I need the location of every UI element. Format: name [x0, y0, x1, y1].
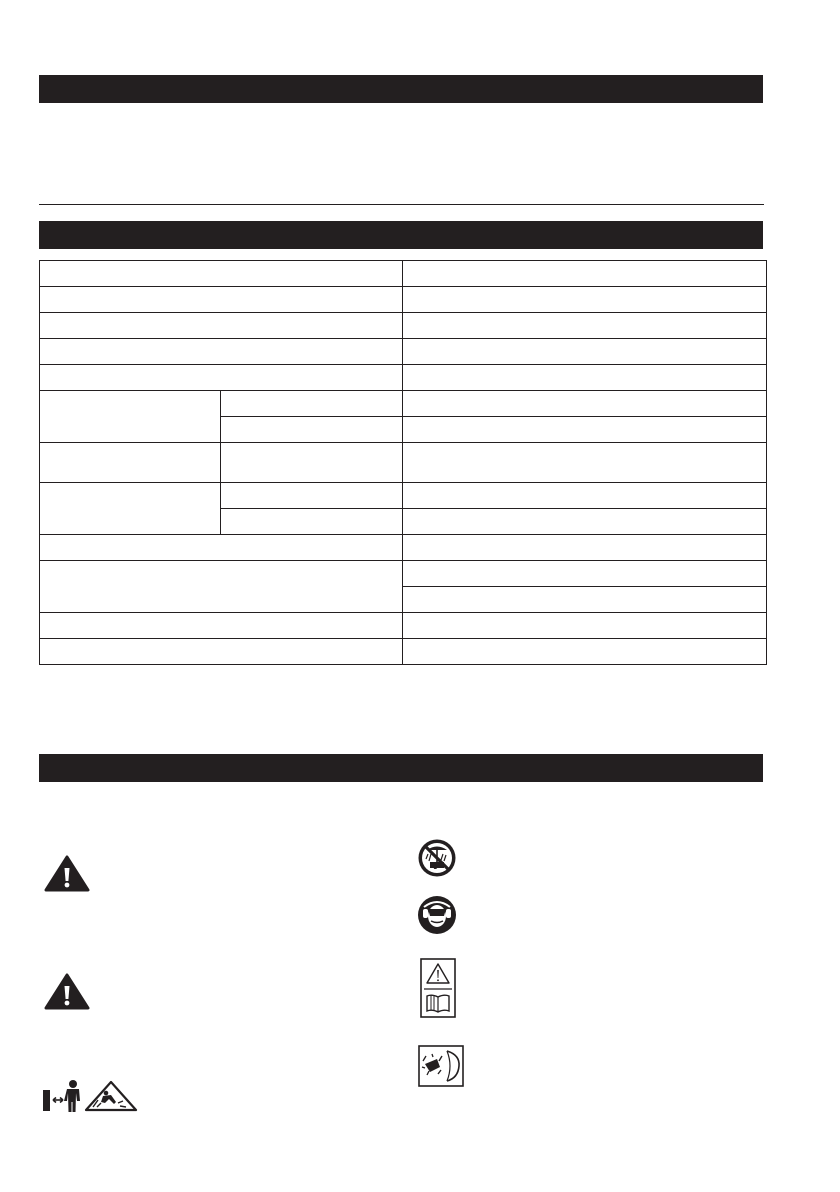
spec-value: [403, 391, 767, 417]
specifications-table: [39, 260, 767, 665]
spec-value: [403, 261, 767, 287]
spec-value: [403, 587, 767, 613]
spec-value: [403, 483, 767, 509]
spec-label: [40, 313, 403, 339]
spec-sub-label: [221, 391, 403, 417]
spec-label: [40, 613, 403, 639]
warning-triangle-icon: [44, 973, 90, 1010]
spec-sub-label: [221, 443, 403, 483]
spec-label: [40, 639, 403, 665]
spec-sub-label: [221, 509, 403, 535]
spec-value: [403, 639, 767, 665]
spec-label: [40, 287, 403, 313]
table-row: [40, 443, 767, 483]
rotating-blade-hazard-icon: [418, 1045, 464, 1087]
table-row: [40, 339, 767, 365]
table-row: [40, 613, 767, 639]
spec-label: [40, 339, 403, 365]
spec-sub-label: [221, 417, 403, 443]
section-header-3: [39, 754, 763, 782]
table-row: [40, 287, 767, 313]
spec-value: [403, 313, 767, 339]
spec-sub-label: [221, 483, 403, 509]
section-header-2: [39, 221, 763, 249]
spec-value: [403, 561, 767, 587]
table-row: [40, 313, 767, 339]
section-divider: [39, 204, 764, 205]
table-row: [40, 391, 767, 417]
spec-label: [40, 261, 403, 287]
spec-label: [40, 365, 403, 391]
read-manual-icon: [420, 958, 456, 1018]
spec-value: [403, 535, 767, 561]
spec-group-label: [40, 483, 221, 535]
table-row: [40, 639, 767, 665]
spec-value: [403, 417, 767, 443]
spec-label: [40, 535, 403, 561]
spec-value: [403, 613, 767, 639]
spec-value: [403, 365, 767, 391]
keep-bystanders-away-icon: [40, 1078, 140, 1114]
wear-eye-ear-protection-icon: [417, 895, 457, 935]
table-row: [40, 261, 767, 287]
table-row: [40, 365, 767, 391]
spec-value: [403, 339, 767, 365]
spec-value: [403, 509, 767, 535]
spec-group-label: [40, 443, 221, 483]
spec-value: [403, 287, 767, 313]
table-row: [40, 483, 767, 509]
spec-value: [403, 443, 767, 483]
spec-label: [40, 561, 403, 613]
table-row: [40, 535, 767, 561]
spec-group-label: [40, 391, 221, 443]
section-header-1: [39, 75, 763, 103]
table-row: [40, 561, 767, 587]
no-rain-icon: [417, 838, 457, 878]
warning-triangle-icon: [44, 855, 90, 892]
